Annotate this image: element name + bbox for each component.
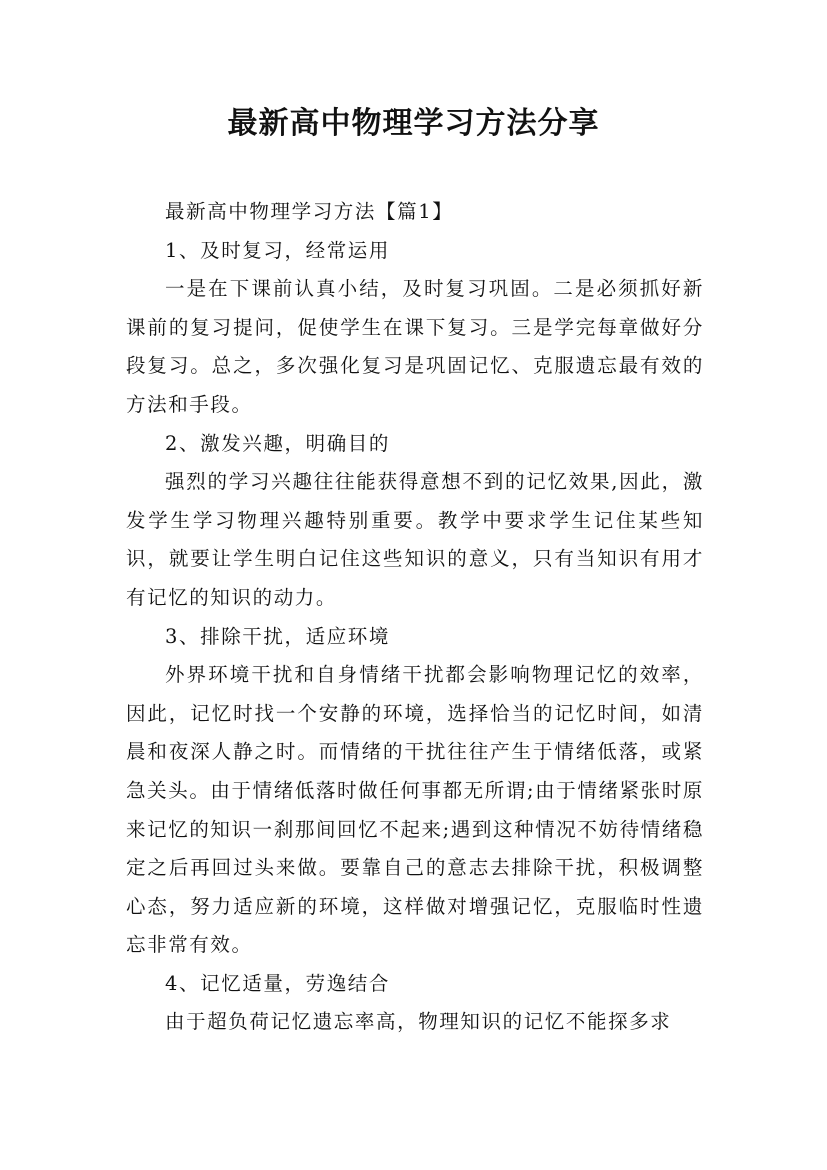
subheading-2: 2、激发兴趣，明确目的 bbox=[165, 431, 391, 455]
section-heading: 最新高中物理学习方法【篇1】 bbox=[165, 200, 454, 223]
subheading-1: 1、及时复习，经常运用 bbox=[165, 238, 391, 262]
document-title: 最新高中物理学习方法分享 bbox=[227, 106, 600, 141]
subheading-4: 4、记忆适量，劳逸结合 bbox=[165, 971, 391, 995]
paragraph-1: 一是在下课前认真小结，及时复习巩固。二是必须抓好新课前的复习提问，促使学生在课下复习。三是学完每章做好分段复习。总之，多次强化复习是巩固记忆、克服遗忘最有效的方法和手段。 bbox=[126, 277, 704, 416]
paragraph-4: 由于超负荷记忆遗忘率高，物理知识的记忆不能探多求 bbox=[165, 1010, 672, 1034]
paragraph-3: 外界环境干扰和自身情绪干扰都会影响物理记忆的效率，因此，记忆时找一个安静的环境，选择恰当的记忆时间，如清晨和夜深人静之时。而情绪的干扰往往产生于情绪低落，或紧急关头。由于情绪低落时做任何事都无所谓;由于情绪紧张时原来记忆的知识一刹那间回忆不起来;遇到这种情况不妨待情绪稳定之后再回过头来做。要靠自己的意志去排除干扰，积极调整心态，努力适应新的环境，这样做对增强记忆，克服临时性遗忘非常有效。 bbox=[126, 663, 704, 957]
subheading-3: 3、排除干扰，适应环境 bbox=[165, 624, 391, 648]
paragraph-2: 强烈的学习兴趣往往能获得意想不到的记忆效果,因此，激发学生学习物理兴趣特别重要。教学中要求学生记住某些知识，就要让学生明白记住这些知识的意义，只有当知识有用才有记忆的知识的动力。 bbox=[126, 470, 704, 609]
document-body bbox=[126, 193, 704, 1042]
